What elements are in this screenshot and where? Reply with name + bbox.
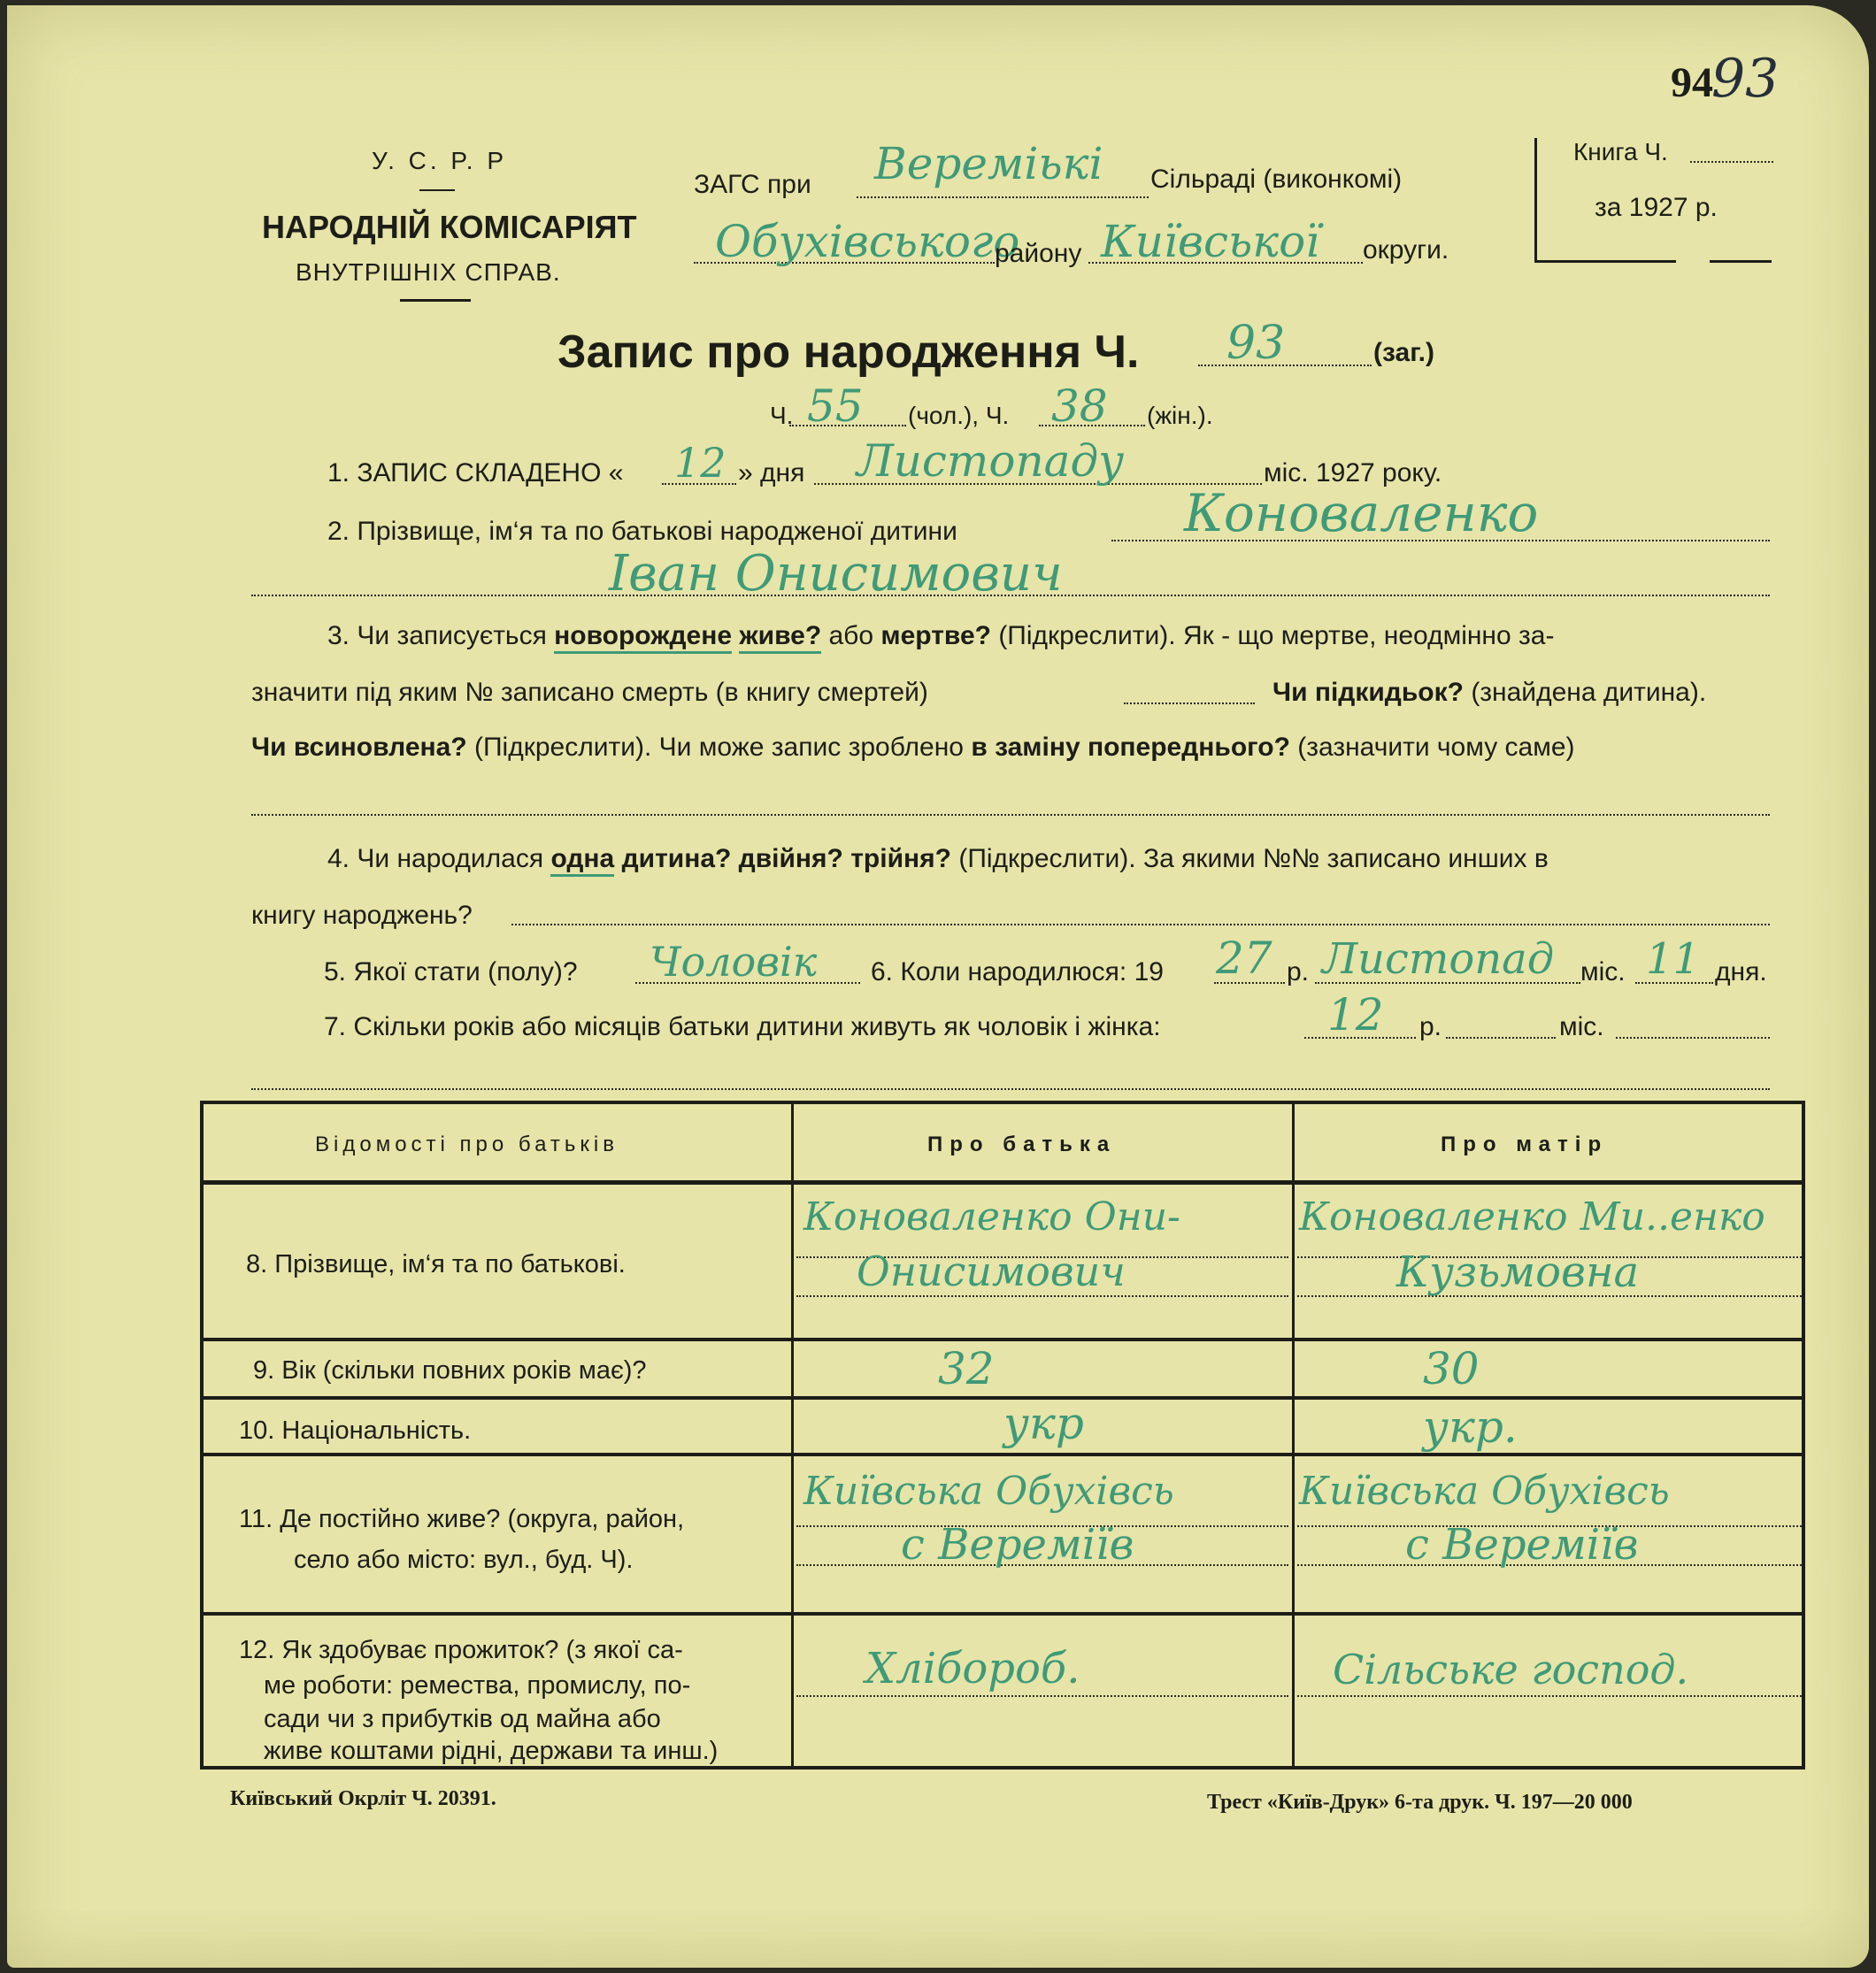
mother-name-line-2: Кузьмовна [1396, 1248, 1640, 1297]
okrug-handwritten: Київської [1101, 216, 1320, 267]
item-3-foundling: Чи підкидьок? [1272, 678, 1464, 707]
fill-line [251, 1088, 1770, 1090]
table-row-divider [200, 1453, 1805, 1456]
table-header-mother: Про матір [1441, 1132, 1609, 1156]
female-count-handwritten: 38 [1051, 380, 1108, 432]
mother-address-line-2: с Вереміїв [1405, 1520, 1639, 1570]
birth-day-handwritten: 11 [1646, 934, 1701, 984]
item-4-text-a: 4. Чи народилася [327, 844, 544, 873]
sex-handwritten: Чоловік [650, 938, 818, 986]
mother-name-line-1: Коноваленко Ми..енко [1299, 1194, 1765, 1240]
item-3-text-a: 3. Чи записується [327, 621, 547, 650]
fill-line [251, 814, 1770, 816]
table-col-divider-2 [1292, 1101, 1295, 1770]
page-number-print: 94 [1671, 59, 1713, 106]
book-label: Книга Ч. [1573, 138, 1668, 165]
item-4-text-b: (Підкреслити). За якими №№ записано инших в [958, 844, 1549, 873]
birth-month-handwritten: Листопад [1322, 934, 1555, 984]
row-12-label-2: ме роботи: ремества, промислу, по- [264, 1671, 691, 1700]
item-3-text-b: або [828, 621, 874, 650]
mother-occupation: Сільське господ. [1333, 1646, 1689, 1693]
item-3-label [327, 621, 1554, 651]
item-6-dnya: дня. [1715, 957, 1767, 986]
item-3-text-e: (знайдена дитина). [1471, 678, 1707, 707]
page-number-handwritten: 93 [1711, 48, 1780, 110]
father-address-line-1: Київська Обухівсь [803, 1469, 1174, 1514]
book-box-bottom-right [1710, 260, 1772, 263]
item-3-text-f: (Підкреслити). Чи може запис зроблено [474, 733, 964, 762]
village-handwritten: Вереміькі [874, 138, 1103, 189]
father-address-line-2: с Вереміїв [901, 1520, 1134, 1570]
item-3-line-3 [251, 733, 1575, 763]
fill-line [1690, 161, 1773, 163]
item-1-day-label: » дня [738, 458, 805, 487]
footer-left: Київський Окрліт Ч. 20391. [230, 1787, 496, 1810]
row-12-label-1: 12. Як здобуває прожиток? (з якої са- [239, 1636, 683, 1664]
row-12-label-4: живе коштами рідні, держави та инш.) [264, 1737, 719, 1765]
father-name-line-2: Онисимович [857, 1248, 1126, 1295]
item-4-line-2: книгу народжень? [251, 901, 473, 930]
item-4-triplets: трійня? [850, 844, 951, 873]
mother-address-line-1: Київська Обухівсь [1299, 1469, 1670, 1514]
child-surname-handwritten: Коноваленко [1184, 483, 1539, 543]
commissariat-label: НАРОДНІЙ КОМІСАРІЯТ [262, 209, 637, 245]
item-4-one: одна [550, 844, 614, 877]
row-11-label-1: 11. Де постійно живе? (округа, район, [239, 1505, 685, 1533]
fill-line [857, 196, 1149, 198]
item-4-twins: двійня? [738, 844, 843, 873]
table-row-divider [200, 1396, 1805, 1400]
item-4-child: дитина? [621, 844, 732, 873]
fill-line [511, 924, 1770, 925]
row-9-label: 9. Вік (скільки повних років має)? [253, 1356, 647, 1385]
child-name-handwritten: Іван Онисимович [609, 545, 1063, 603]
item-2-label: 2. Прізвище, ім‘я та по батькові народженої дитини [327, 517, 957, 546]
male-count-handwritten: 55 [807, 380, 864, 432]
row-12-label-3: сади чи з прибутків од майна або [264, 1705, 661, 1733]
years-married-handwritten: 12 [1327, 989, 1384, 1040]
row-11-label-2: село або місто: вул., буд. Ч). [294, 1546, 634, 1574]
footer-right: Трест «Київ-Друк» 6-та друк. Ч. 197—20 000 [1207, 1791, 1633, 1814]
item-3-dead: мертве? [880, 621, 991, 650]
item-4-label [327, 844, 1549, 874]
item-3-alive: живе? [739, 621, 821, 654]
item-6-mis: міс. [1580, 957, 1626, 986]
father-nationality: укр [1003, 1398, 1084, 1449]
item-1-label: 1. ЗАПИС СКЛАДЕНО « [327, 458, 624, 487]
zag-label: (заг.) [1373, 338, 1435, 367]
zags-prefix: ЗАГС при [694, 170, 811, 199]
record-number-handwritten: 93 [1226, 317, 1286, 370]
fill-line [1297, 1695, 1802, 1697]
ussr-label: У. С. Р. Р [372, 147, 508, 174]
item-3-text-c: (Підкреслити). Як - що мертве, неодмінно за- [998, 621, 1555, 650]
book-box-bottom [1534, 260, 1676, 263]
item-7-label: 7. Скільки років або місяців батьки дитини живуть як чоловік і жінка: [324, 1012, 1161, 1041]
item-5-label: 5. Якої стати (полу)? [324, 957, 578, 986]
birth-year-handwritten: 27 [1216, 933, 1272, 984]
fill-line [796, 1695, 1288, 1697]
item-3-line-2: значити під яким № записано смерть (в книгу смертей) [251, 678, 928, 707]
internal-affairs-label: ВНУТРІШНІХ СПРАВ. [296, 258, 561, 286]
row-10-label: 10. Національність. [239, 1416, 472, 1445]
table-col-divider-1 [791, 1101, 794, 1770]
table-header-father: Про батька [927, 1132, 1117, 1156]
fill-line [796, 1295, 1288, 1297]
father-age: 32 [938, 1343, 995, 1394]
divider [419, 189, 455, 191]
fill-line [1446, 1037, 1556, 1039]
item-3-replace: в заміну попереднього? [971, 733, 1290, 762]
table-header-info: Відомості про батьків [315, 1132, 619, 1156]
row-8-label: 8. Прізвище, ім‘я та по батькові. [246, 1250, 626, 1278]
document-page [7, 5, 1869, 1968]
book-year: за 1927 р. [1595, 193, 1718, 222]
chol-label: (чол.), Ч. [908, 402, 1010, 429]
fill-line [1616, 1037, 1770, 1039]
mother-age: 30 [1423, 1343, 1480, 1394]
mother-nationality: укр. [1423, 1401, 1518, 1453]
book-box-left [1534, 138, 1537, 262]
item-7-mis: міс. [1559, 1012, 1604, 1041]
item-6-r: р. [1287, 957, 1310, 986]
item-3-text-g: (зазначити чому саме) [1297, 733, 1575, 762]
divider [400, 299, 471, 302]
record-day-handwritten: 12 [674, 439, 727, 487]
fill-line [1124, 702, 1255, 704]
okrugy-label: округи. [1363, 235, 1449, 265]
father-name-line-1: Коноваленко Они- [803, 1194, 1180, 1240]
record-month-handwritten: Листопаду [857, 435, 1125, 487]
item-3-line-2b [1272, 678, 1706, 708]
item-1-year-label: міс. 1927 року. [1264, 458, 1442, 487]
silradi-label: Сільраді (виконкомі) [1150, 165, 1403, 194]
table-row-divider [200, 1612, 1805, 1616]
table-header-divider [200, 1180, 1805, 1185]
district-handwritten: Обухівського [715, 216, 1020, 267]
record-title: Запис про народження Ч. [557, 326, 1140, 378]
rayonu-label: району [995, 239, 1082, 268]
item-3-adopted: Чи всиновлена? [251, 733, 467, 762]
table-row-divider [200, 1338, 1805, 1341]
zhin-label: (жін.). [1147, 402, 1213, 429]
ch-label: Ч. [770, 402, 794, 429]
item-6-label: 6. Коли народилюся: 19 [871, 957, 1164, 986]
item-7-r: р. [1419, 1012, 1442, 1041]
father-occupation: Хлібороб. [865, 1644, 1080, 1693]
item-3-newborn: новорождене [554, 621, 732, 654]
